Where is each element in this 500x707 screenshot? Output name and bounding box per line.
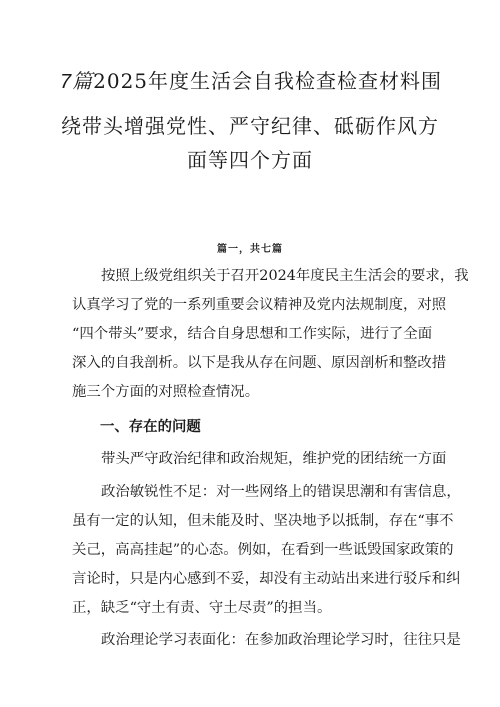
section-heading-problems: 一、存在的问题 bbox=[100, 418, 201, 435]
title-lead: 7篇 bbox=[60, 71, 94, 93]
document-subtitle: 篇一，共七篇 bbox=[217, 244, 283, 255]
paragraph-3-line-5: 正，缺乏“守土有责、守土尽责”的担当。 bbox=[72, 600, 332, 616]
document-title-line-1 bbox=[60, 69, 443, 93]
paragraph-1-line-3: “四个带头”要求，结合自身思想和工作实际，进行了全面 bbox=[72, 326, 433, 342]
paragraph-3-line-3: 关己，高高挂起”的心态。例如，在看到一些诋毁国家政策的 bbox=[72, 542, 454, 558]
paragraph-1-line-4: 深入的自我剖析。以下是我从存在问题、原因剖析和整改措 bbox=[72, 355, 447, 371]
paragraph-4-line-1: 政治理论学习表面化：在参加政治理论学习时，往往只是 bbox=[101, 632, 461, 648]
document-title-line-2: 绕带头增强党性、严守纪律、砥砺作风方 bbox=[61, 114, 439, 138]
paragraph-2-line-1: 带头严守政治纪律和政治规矩，维护党的团结统一方面 bbox=[101, 451, 447, 467]
paragraph-1-line-1: 按照上级党组织关于召开2024年度民主生活会的要求，我 bbox=[101, 268, 469, 284]
title-text-1: 2025年度生活会自我检查检查材料围 bbox=[93, 69, 443, 93]
paragraph-3-line-1: 政治敏锐性不足：对一些网络上的错误思潮和有害信息， bbox=[101, 484, 461, 500]
paragraph-1-line-5: 施三个方面的对照检查情况。 bbox=[72, 384, 260, 400]
paragraph-1-line-2: 认真学习了党的一系列重要会议精神及党内法规制度，对照 bbox=[72, 297, 447, 313]
paragraph-3-line-2: 虽有一定的认知，但未能及时、坚决地予以抵制，存在“事不 bbox=[72, 513, 454, 529]
document-title-line-3: 面等四个方面 bbox=[187, 148, 313, 172]
paragraph-3-line-4: 言论时，只是内心感到不妥，却没有主动站出来进行驳斥和纠 bbox=[72, 571, 461, 587]
